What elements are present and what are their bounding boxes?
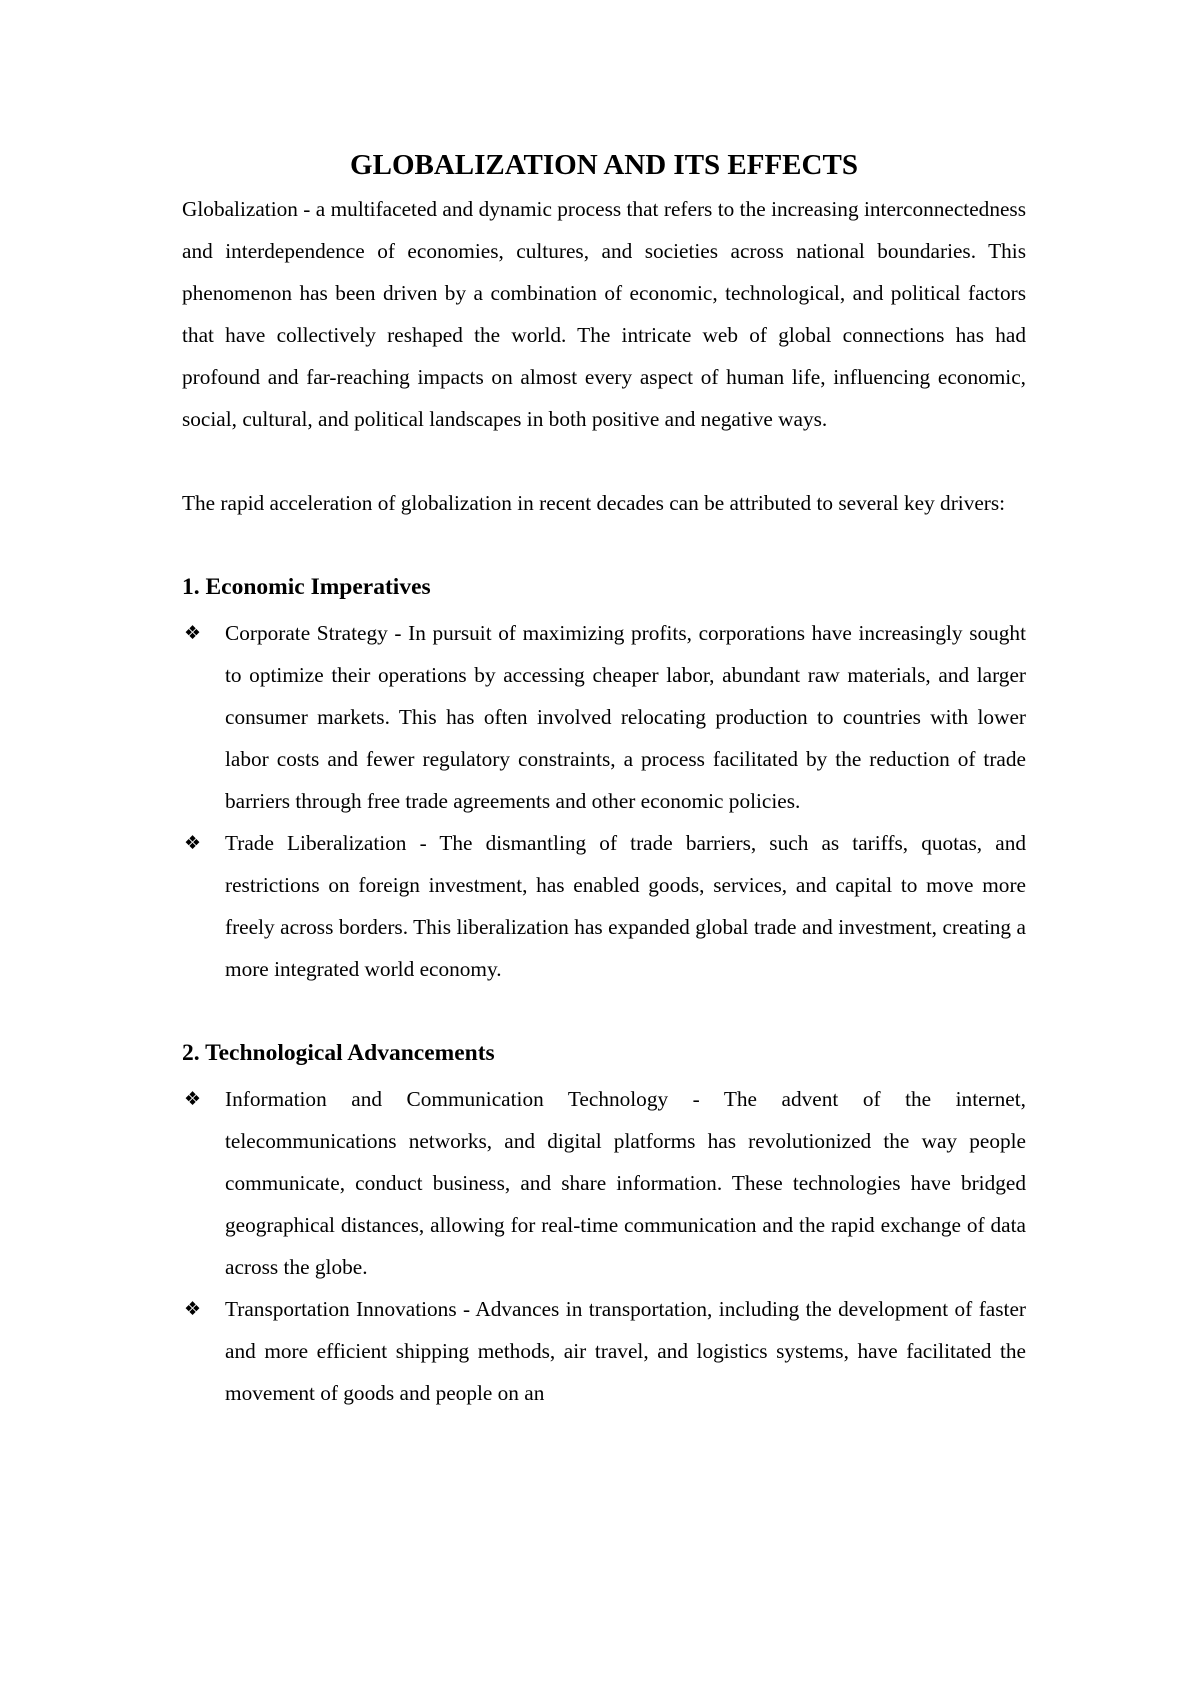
section-heading-economic: 1. Economic Imperatives [182,574,431,600]
diamond-bullet-icon: ❖ [184,832,202,854]
technological-bullet-list [182,1078,1026,1414]
diamond-bullet-icon: ❖ [184,622,202,644]
list-item [182,1078,1026,1288]
intro-paragraph: Globalization - a multifaceted and dynamic process that refers to the increasing interconnectedness and interdependence of economies, cultures, and societies across national boundaries. This phenomenon has been driven by a combination of economic, technological, and political factors that have collectively reshaped the world. The intricate web of global connections has had profound and far-reaching impacts on almost every aspect of human life, influencing economic, social, cultural, and political landscapes in both positive and negative ways. [182,197,1026,431]
list-item [182,822,1026,990]
diamond-bullet-icon: ❖ [184,1298,202,1320]
document-page [182,145,1026,1414]
document-title: GLOBALIZATION AND ITS EFFECTS [350,149,858,181]
paragraph-spacer [182,440,1026,482]
list-item-text: Trade Liberalization - The dismantling of trade barriers, such as tariffs, quotas, and restrictions on foreign investment, has enabled goods, services, and capital to move more freely across borders. This liberalization has expanded global trade and investment, creating a more integrated world economy. [225,831,1026,981]
list-item-text: Corporate Strategy - In pursuit of maximizing profits, corporations have increasingly sought to optimize their operations by accessing cheaper labor, abundant raw materials, and larger consumer markets. This has often involved relocating production to countries with lower labor costs and fewer regulatory constraints, a process facilitated by the reduction of trade barriers through free trade agreements and other economic policies. [225,621,1026,813]
drivers-intro-paragraph: The rapid acceleration of globalization in recent decades can be attributed to several key drivers: [182,491,1006,515]
list-item-text: Transportation Innovations - Advances in transportation, including the development of faster and more efficient shipping methods, air travel, and logistics systems, have facilitated the movement of goods and people on an [225,1297,1026,1405]
list-item [182,612,1026,822]
section-heading-technological: 2. Technological Advancements [182,1040,495,1066]
list-item [182,1288,1026,1414]
diamond-bullet-icon: ❖ [184,1088,202,1110]
list-item-text: Information and Communication Technology - The advent of the internet, telecommunications networks, and digital platforms has revolutionized the way people communicate, conduct business, and share information. These technologies have bridged geographical distances, allowing for real-time communication and the rapid exchange of data across the globe. [225,1087,1026,1279]
economic-bullet-list [182,612,1026,990]
